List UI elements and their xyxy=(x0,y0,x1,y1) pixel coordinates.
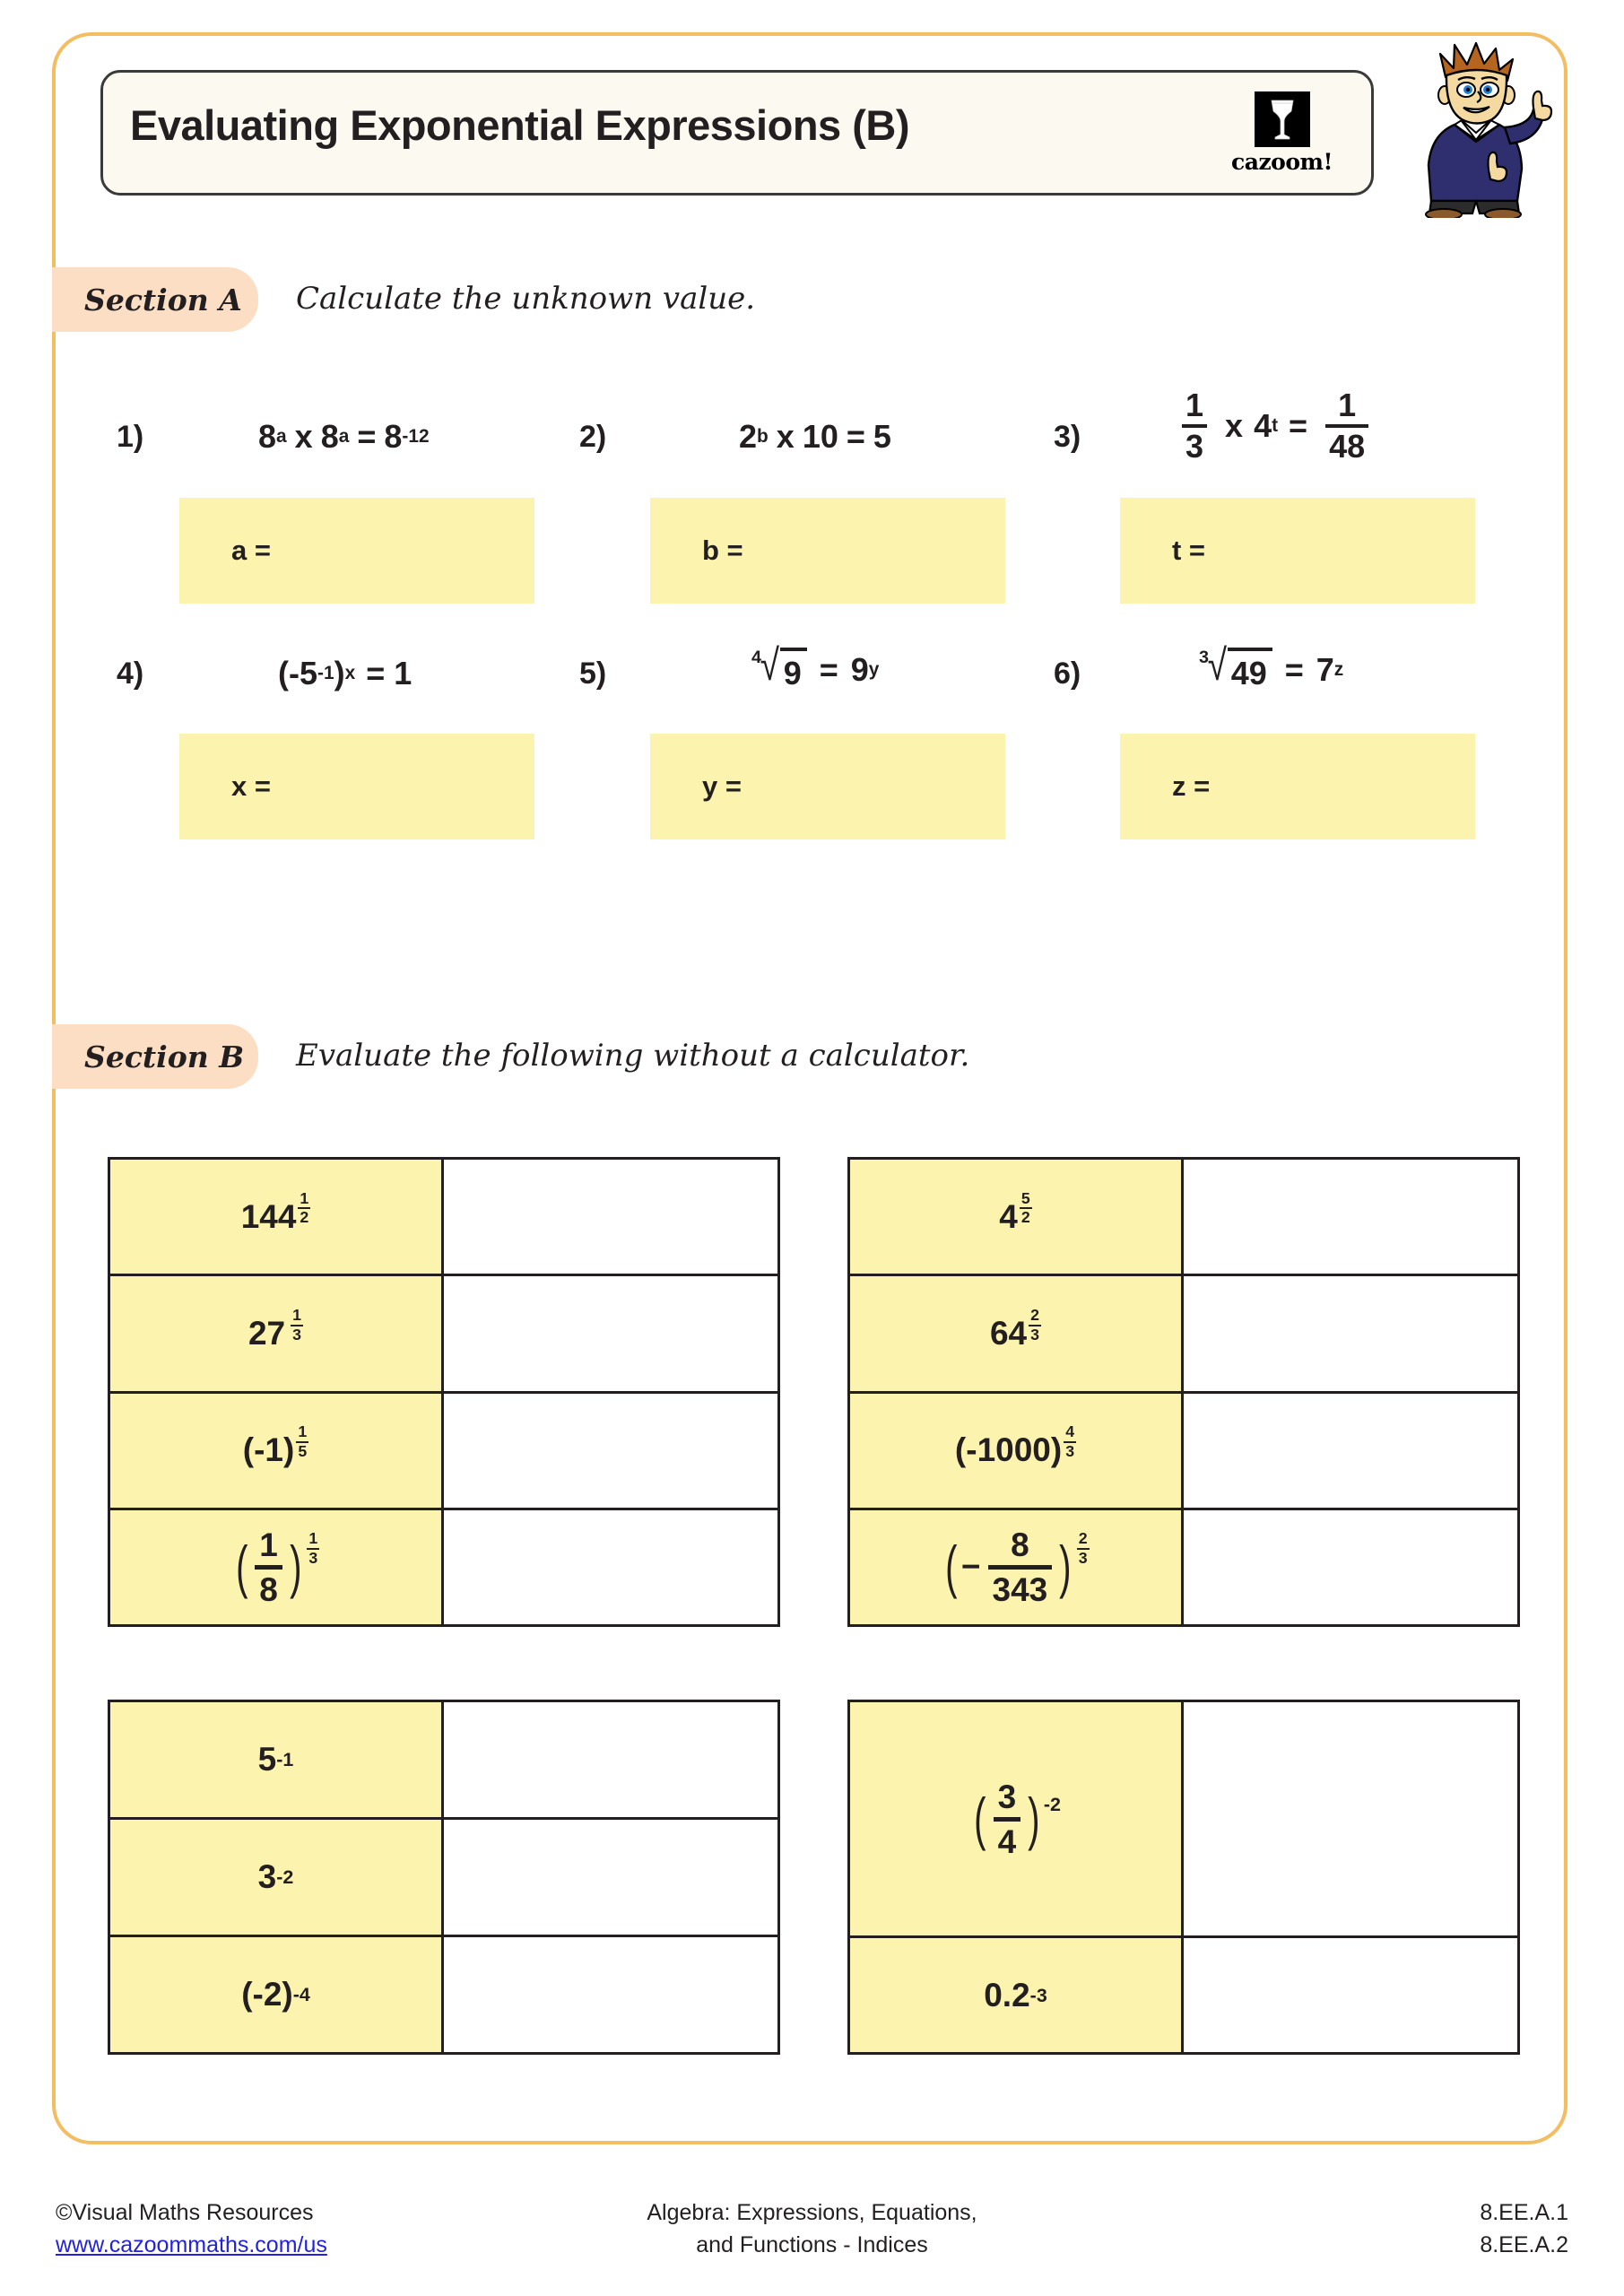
answer-cell[interactable] xyxy=(1184,1938,1517,2052)
question-number-1: 1) xyxy=(117,420,144,454)
expression-cell xyxy=(850,1160,1184,1274)
expression-cell xyxy=(110,1276,444,1390)
tl-r3-base: (-1) xyxy=(242,1431,295,1469)
answer-label-4: x = xyxy=(231,770,271,802)
expression-cell: 0.2 -3 xyxy=(850,1938,1184,2052)
section-b-instruction: Evaluate the following without a calculator. xyxy=(296,1038,970,1074)
tl-r3-exp-num: 1 xyxy=(298,1422,308,1441)
question-number-3: 3) xyxy=(1054,420,1081,454)
q4-close: ) xyxy=(334,655,345,691)
tl-r1-exp-num: 1 xyxy=(300,1188,309,1207)
section-a-label: Section A xyxy=(84,282,242,317)
tl-r2-exp-den: 3 xyxy=(292,1325,302,1344)
tr-r2-exponent xyxy=(1029,1305,1041,1344)
table-row xyxy=(110,1820,777,1937)
tl-r2-exponent xyxy=(291,1305,303,1344)
footer-website-link[interactable]: www.cazoommaths.com/us xyxy=(56,2231,327,2257)
tr-r2-base: 64 xyxy=(989,1314,1028,1352)
hourglass-mark-icon xyxy=(1255,91,1310,147)
answer-cell[interactable] xyxy=(444,1160,777,1274)
q3-base: 4 xyxy=(1254,407,1272,444)
q1-rhs-base: 8 xyxy=(384,418,403,455)
q1-base1: 8 xyxy=(258,418,277,455)
tr-r3-base: (-1000) xyxy=(954,1431,1063,1469)
tl-r4-exp-den: 3 xyxy=(308,1548,318,1567)
answer-cell[interactable] xyxy=(1184,1702,1517,1935)
footer-standards xyxy=(1480,2197,1568,2261)
question-number-4: 4) xyxy=(117,657,144,691)
table-row xyxy=(850,1510,1517,1624)
section-a-instruction: Calculate the unknown value. xyxy=(296,281,756,317)
tr-r1-exp-num: 5 xyxy=(1020,1188,1030,1207)
q6-radical-glyph: √ xyxy=(1207,641,1228,690)
answer-cell[interactable] xyxy=(1184,1394,1517,1508)
q2-times: x xyxy=(776,418,795,455)
q6-base: 7 xyxy=(1316,651,1334,688)
answer-cell[interactable] xyxy=(444,1702,777,1817)
paren-open-icon: ( xyxy=(235,1534,248,1600)
footer-standard-1: 8.EE.A.1 xyxy=(1480,2200,1568,2225)
question-expression-5: 4 √ 9 = 9 y xyxy=(751,641,880,691)
expression-cell: (-2) -4 xyxy=(110,1937,444,2052)
q5-radical-glyph: √ xyxy=(760,641,780,690)
hourglass-shape-icon xyxy=(1267,97,1298,142)
boy-mascot-icon xyxy=(1399,34,1556,218)
tl-r3-exp-den: 5 xyxy=(298,1441,308,1460)
br-r2-base: 0.2 xyxy=(984,1976,1030,2013)
br-r1-base-fraction xyxy=(994,1780,1021,1858)
answer-label-6: z = xyxy=(1172,770,1211,802)
tr-r4-exp-num: 2 xyxy=(1078,1529,1088,1548)
q5-radicand: 9 xyxy=(780,648,807,692)
question-expression-1: 8 a x 8 a = 8 -12 xyxy=(258,418,430,455)
q5-base: 9 xyxy=(850,651,869,688)
tl-r4-base-num: 1 xyxy=(259,1526,278,1563)
section-b-label: Section B xyxy=(84,1039,245,1074)
q3-f1-num: 1 xyxy=(1185,387,1204,423)
footer-copyright: ©Visual Maths Resources xyxy=(56,2200,314,2225)
bl-r2-base: 3 xyxy=(257,1858,277,1895)
table-bottom-right xyxy=(847,1700,1520,2055)
table-row xyxy=(850,1394,1517,1510)
page-footer xyxy=(0,2188,1624,2287)
table-row xyxy=(850,1938,1517,2052)
tl-r3-exponent xyxy=(296,1424,308,1460)
expression-cell: 3 -2 xyxy=(110,1820,444,1935)
question-number-2: 2) xyxy=(579,420,607,454)
tr-r4-base-fraction xyxy=(988,1528,1053,1606)
answer-label-1: a = xyxy=(231,535,271,566)
tr-r3-exponent xyxy=(1064,1424,1076,1460)
paren-open-icon: ( xyxy=(945,1534,958,1600)
answer-cell[interactable] xyxy=(444,1394,777,1508)
answer-label-2: b = xyxy=(702,535,743,566)
cazoom-logo xyxy=(1212,86,1351,180)
answer-box-5[interactable] xyxy=(650,734,1005,839)
logo-wordmark: cazoom! xyxy=(1231,149,1333,175)
tr-r2-exp-num: 2 xyxy=(1030,1305,1040,1324)
q6-radical-index: 3 xyxy=(1199,648,1210,667)
tr-r1-exp-den: 2 xyxy=(1020,1208,1030,1227)
q3-equals: = xyxy=(1289,407,1308,444)
br-r1-base-num: 3 xyxy=(997,1778,1017,1815)
tl-r4-exp-num: 1 xyxy=(308,1529,318,1548)
question-number-5: 5) xyxy=(579,657,607,691)
question-expression-2: 2 b x 10 = 5 xyxy=(739,418,891,455)
answer-label-3: t = xyxy=(1172,535,1206,566)
expression-cell: 5 -1 xyxy=(110,1702,444,1817)
tr-r4-base-num: 8 xyxy=(1011,1526,1029,1563)
bl-r1-base: 5 xyxy=(257,1741,277,1778)
expression-cell xyxy=(850,1510,1184,1624)
answer-cell[interactable] xyxy=(1184,1510,1517,1624)
q3-fraction-left xyxy=(1182,389,1207,463)
q3-f1-den: 3 xyxy=(1182,424,1207,463)
q1-times: x xyxy=(294,418,313,455)
answer-cell[interactable] xyxy=(444,1276,777,1390)
q2-ten: 10 xyxy=(802,418,838,455)
table-row xyxy=(850,1702,1517,1938)
question-expression-3: $\frac{1}{3}$ x 4 t = $\frac{1}{48}$ xyxy=(1175,389,1376,463)
tl-r1-base: 144 xyxy=(240,1197,297,1235)
table-bottom-left xyxy=(108,1700,780,2055)
footer-standard-2: 8.EE.A.2 xyxy=(1480,2231,1568,2257)
answer-cell[interactable] xyxy=(1184,1160,1517,1274)
table-row xyxy=(850,1276,1517,1393)
q1-base2: 8 xyxy=(320,418,339,455)
answer-box-1[interactable] xyxy=(179,498,534,604)
q5-equals: = xyxy=(819,651,838,688)
answer-cell[interactable] xyxy=(444,1820,777,1935)
paren-close-icon: ) xyxy=(1059,1534,1072,1600)
table-row xyxy=(110,1276,777,1393)
q2-result: 5 xyxy=(873,418,891,455)
answer-box-3[interactable] xyxy=(1120,498,1475,604)
section-a-pill xyxy=(52,267,258,332)
q3-f2-den: 48 xyxy=(1325,424,1368,463)
tr-r1-exponent xyxy=(1020,1188,1032,1227)
tr-r1-base: 4 xyxy=(999,1197,1018,1235)
table-row xyxy=(110,1160,777,1276)
answer-box-4[interactable] xyxy=(179,734,534,839)
paren-close-icon: ) xyxy=(289,1534,302,1600)
paren-close-icon: ) xyxy=(1028,1786,1040,1852)
footer-topic-line2: and Functions - Indices xyxy=(696,2231,928,2257)
q3-f2-num: 1 xyxy=(1338,387,1357,423)
q1-equals: = xyxy=(357,418,377,455)
paren-open-icon: ( xyxy=(974,1786,986,1852)
answer-cell[interactable] xyxy=(1184,1276,1517,1390)
page-title: Evaluating Exponential Expressions (B) xyxy=(130,101,909,149)
tl-r1-exponent xyxy=(298,1188,310,1227)
table-row xyxy=(110,1510,777,1624)
expression-cell xyxy=(850,1276,1184,1390)
tl-r4-exponent xyxy=(307,1531,319,1567)
section-b-pill xyxy=(52,1024,258,1089)
answer-box-2[interactable] xyxy=(650,498,1005,604)
q5-radical-index: 4 xyxy=(751,648,762,667)
q3-fraction-right xyxy=(1325,389,1368,463)
q4-open: (-5 xyxy=(278,655,317,691)
br-r1-base-den: 4 xyxy=(994,1817,1021,1858)
expression-cell xyxy=(110,1394,444,1508)
tr-r4-sign: − xyxy=(960,1548,981,1586)
expression-cell xyxy=(110,1160,444,1274)
answer-cell[interactable] xyxy=(444,1937,777,2052)
table-row xyxy=(110,1394,777,1510)
tl-r2-base: 27 xyxy=(248,1314,286,1352)
footer-topic-line1: Algebra: Expressions, Equations, xyxy=(647,2200,977,2225)
tr-r4-base-den: 343 xyxy=(988,1565,1053,1606)
answer-label-5: y = xyxy=(702,770,742,802)
q4-equals: = 1 xyxy=(366,655,413,691)
expression-cell xyxy=(850,1394,1184,1508)
q2-base: 2 xyxy=(739,418,758,455)
expression-cell xyxy=(110,1510,444,1624)
q3-times: x xyxy=(1225,407,1244,444)
table-row xyxy=(110,1702,777,1820)
question-expression-6: 3 √ 49 = 7 z xyxy=(1199,641,1344,691)
footer-topic xyxy=(0,2197,1624,2261)
q6-equals: = xyxy=(1284,651,1304,688)
q5-radical xyxy=(751,641,807,692)
tl-r2-exp-num: 1 xyxy=(292,1305,302,1324)
tl-r4-base-den: 8 xyxy=(255,1565,282,1606)
tl-r4-base-fraction xyxy=(255,1528,282,1606)
bl-r3-base: (-2) xyxy=(241,1976,293,2013)
question-number-6: 6) xyxy=(1054,657,1081,691)
expression-cell: ( $\frac{3}{4}$ ) $^{-2}$ xyxy=(850,1702,1184,1935)
q2-equals: = xyxy=(846,418,865,455)
answer-box-6[interactable] xyxy=(1120,734,1475,839)
table-top-left xyxy=(108,1157,780,1627)
table-top-right xyxy=(847,1157,1520,1627)
question-expression-4: (-5 -1 ) x = 1 xyxy=(278,655,413,691)
tr-r3-exp-num: 4 xyxy=(1065,1422,1075,1441)
tl-r1-exp-den: 2 xyxy=(300,1208,309,1227)
tr-r4-exp-den: 3 xyxy=(1078,1548,1088,1567)
tr-r4-exponent xyxy=(1077,1531,1090,1567)
table-row xyxy=(850,1160,1517,1276)
tr-r3-exp-den: 3 xyxy=(1065,1441,1075,1460)
q6-radicand: 49 xyxy=(1228,648,1272,692)
table-row xyxy=(110,1937,777,2052)
answer-cell[interactable] xyxy=(444,1510,777,1624)
tr-r2-exp-den: 3 xyxy=(1030,1325,1040,1344)
